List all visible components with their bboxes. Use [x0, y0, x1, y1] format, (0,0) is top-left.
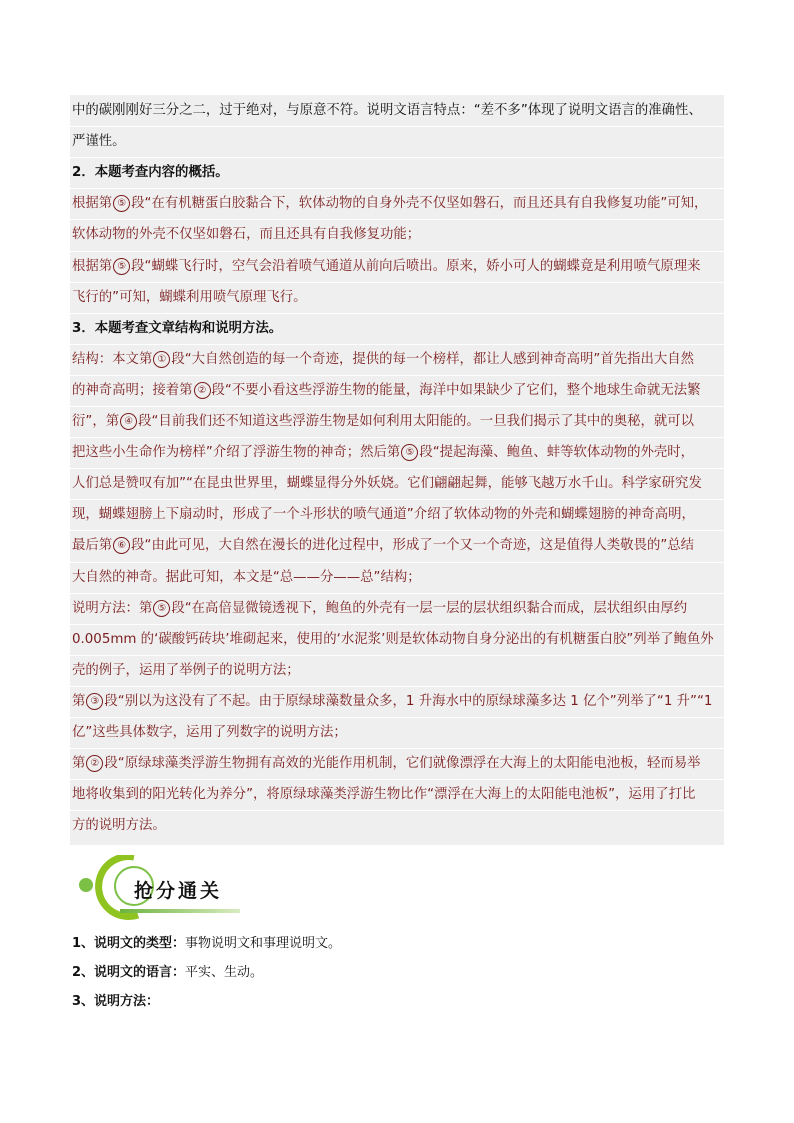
answer-line: 飞行的”可知，蝴蝶利用喷气原理飞行。 — [72, 289, 307, 305]
row-separator — [70, 624, 724, 625]
banner-dot-icon — [79, 878, 93, 892]
row-separator — [70, 157, 724, 158]
key-point-label: 3、说明方法： — [72, 994, 160, 1009]
key-point-text: 事物说明文和事理说明文。 — [185, 936, 342, 951]
row-separator — [70, 437, 724, 438]
answer-line: 方的说明方法。 — [72, 818, 166, 834]
key-point-item — [72, 963, 263, 983]
row-separator — [70, 593, 724, 594]
answer-line: 最后第 ⑥ 段“由此可见，大自然在漫长的进化过程中，形成了一个又一个奇迹，这是值得人类敬畏的”总结 — [72, 538, 695, 554]
answer-line: 的神奇高明；接着第 ② 段“不要小看这些浮游生物的能量，海洋中如果缺少了它们，整个地球生命就无法繁 — [72, 382, 701, 398]
key-point-item — [72, 934, 341, 954]
answer-line: 人们总是赞叹有加”“在昆虫世界里，蝴蝶显得分外妖娆。它们翩翩起舞，能够飞越万水千山。科学家研究发 — [72, 476, 702, 492]
answer-line: 第 ③ 段“别以为这没有了不起。由于原绿球藻数量众多，1 升海水中的原绿球藻多达 1 亿个”列举了“1 升”“1 — [72, 693, 713, 709]
key-point-text: 平实、生动。 — [185, 965, 264, 980]
row-separator — [70, 686, 724, 687]
row-separator — [70, 810, 724, 811]
row-separator — [70, 748, 724, 749]
answer-line: 大自然的神奇。据此可知，本文是“总——分——总”结构； — [72, 569, 421, 585]
answer-line: 根据第 ⑤ 段“在有机糖蛋白胶黏合下，软体动物的自身外壳不仅坚如磐石，而且还具有自我修复功能”可知， — [72, 196, 708, 212]
key-point-item — [72, 992, 159, 1012]
answer-line: 结构：本文第 ① 段“大自然创造的每一个奇迹，提供的每一个榜样，都让人感到神奇高明”首先指出大自然 — [72, 351, 695, 367]
answer-line: 2．本题考查内容的概括。 — [72, 165, 229, 181]
key-point-label: 2、说明文的语言： — [72, 965, 186, 980]
answer-line: 软体动物的外壳不仅坚如磐石，而且还具有自我修复功能； — [72, 227, 421, 243]
row-separator — [70, 219, 724, 220]
answer-line: 壳的例子，运用了举例子的说明方法； — [72, 662, 300, 678]
answer-line: 地将收集到的阳光转化为养分”，将原绿球藻类浮游生物比作“漂浮在大海上的太阳能电池板”，运用了打比 — [72, 787, 696, 803]
row-separator — [70, 375, 724, 376]
key-point-label: 1、说明文的类型： — [72, 936, 186, 951]
row-separator — [70, 126, 724, 127]
answer-line: 第 ② 段“原绿球藻类浮游生物拥有高效的光能作用机制，它们就像漂浮在大海上的太阳能电池板，轻而易举 — [72, 756, 701, 772]
answer-line: 衍”，第 ④ 段“目前我们还不知道这些浮游生物是如何利用太阳能的。一旦我们揭示了其中的奥秘，就可以 — [72, 414, 695, 429]
row-separator — [70, 406, 724, 407]
answer-line: 亿”这些具体数字，运用了列数字的说明方法； — [72, 725, 347, 740]
row-separator — [70, 468, 724, 469]
row-separator — [70, 313, 724, 314]
answer-line: 中的碳刚刚好三分之二，过于绝对，与原意不符。说明文语言特点：“差不多”体现了说明文语言的准确性、 — [72, 103, 702, 118]
answer-line: 根据第 ⑤ 段“蝴蝶飞行时，空气会沿着喷气通道从前向后喷出。原来，娇小可人的蝴蝶竟是利用喷气原理来 — [72, 258, 701, 274]
row-separator — [70, 188, 724, 189]
answer-line: 3．本题考查文章结构和说明方法。 — [72, 320, 283, 336]
row-separator — [70, 251, 724, 252]
row-separator — [70, 282, 724, 283]
row-separator — [70, 717, 724, 718]
row-separator — [70, 779, 724, 780]
answer-line: 把这些小生命作为榜样”介绍了浮游生物的神奇；然后第 ⑤ 段“提起海藻、鲍鱼、蚌等软体动物的外壳时， — [72, 445, 695, 461]
row-separator — [70, 562, 724, 563]
answer-line: 0.005mm 的‘碳酸钙砖块’堆砌起来，使用的‘水泥浆’则是软体动物自身分泌出的有机糖蛋白胶”列举了鲍鱼外 — [72, 631, 714, 647]
section-title: 抢分通关 — [134, 880, 223, 902]
answer-line: 说明方法：第 ⑤ 段“在高倍显微镜透视下，鲍鱼的外壳有一层一层的层状组织黏合而成，层状组织由厚约 — [72, 600, 688, 616]
row-separator — [70, 344, 724, 345]
row-separator — [70, 530, 724, 531]
row-separator — [70, 655, 724, 656]
answer-line: 严谨性。 — [72, 134, 126, 150]
row-separator — [70, 499, 724, 500]
answer-line: 现，蝴蝶翅膀上下扇动时，形成了一个斗形状的喷气通道”介绍了软体动物的外壳和蝴蝶翅膀的神奇高明， — [72, 507, 695, 523]
